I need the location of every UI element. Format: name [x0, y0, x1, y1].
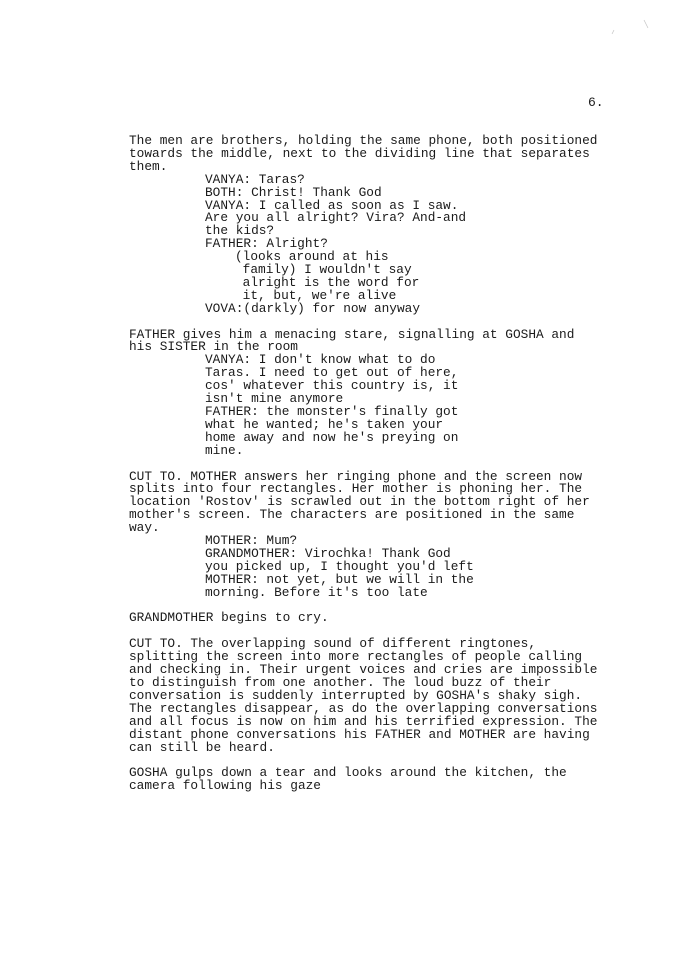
dialogue-line: VANYA: I called as soon as I saw. [205, 197, 459, 213]
action-line: and all focus is now on him and his terrified expression. The [129, 713, 598, 729]
dialogue-line: you picked up, I thought you'd left [205, 558, 474, 574]
action-block [129, 638, 599, 754]
action-block [129, 326, 599, 355]
dialogue-block [205, 354, 599, 457]
action-line: can still be heard. [129, 739, 275, 755]
action-block [129, 468, 599, 536]
action-line: splitting the screen into more rectangles of people calling [129, 649, 583, 665]
action-line: location 'Rostov' is scrawled out in the bottom right of her [129, 494, 590, 510]
dialogue-line: BOTH: Christ! Thank God [205, 184, 382, 200]
dialogue-line: what he wanted; he's taken your [205, 416, 444, 432]
action-line: them. [129, 158, 168, 174]
dialogue-block [205, 300, 599, 316]
dialogue-line: MOTHER: Mum? [205, 533, 298, 549]
dialogue-line: VOVA:(darkly) for now anyway [205, 300, 421, 316]
action-line: CUT TO. MOTHER answers her ringing phone and the screen now [129, 468, 583, 484]
dialogue-block [205, 535, 599, 600]
paren-line: (looks around at his [235, 249, 389, 265]
action-line: CUT TO. The overlapping sound of different ringtones, [129, 636, 537, 652]
dialogue-block [205, 171, 599, 252]
action-line: mother's screen. The characters are positioned in the same [129, 507, 575, 523]
paren-line: alright is the word for [235, 274, 420, 290]
action-line: splits into four rectangles. Her mother is phoning her. The [129, 481, 583, 497]
dialogue-line: mine. [205, 442, 244, 458]
action-line: The men are brothers, holding the same phone, both positioned [129, 133, 598, 148]
dialogue-line: GRANDMOTHER: Virochka! Thank God [205, 545, 451, 561]
paren-line: it, but, we're alive [235, 287, 397, 303]
dialogue-line: VANYA: I don't know what to do [205, 352, 436, 368]
action-line: conversation is suddenly interrupted by GOSHA's shaky sigh. [129, 687, 583, 703]
dialogue-line: Taras. I need to get out of here, [205, 365, 459, 381]
action-line: distant phone conversations his FATHER and MOTHER are having [129, 726, 590, 742]
dialogue-line: Are you all alright? Vira? And-and [205, 210, 467, 226]
dialogue-line: the kids? [205, 223, 275, 239]
action-line: GOSHA gulps down a tear and looks around the kitchen, the [129, 765, 567, 781]
action-block [129, 135, 599, 174]
script-body [129, 135, 599, 793]
paren-block [205, 251, 599, 303]
action-line: his SISTER in the room [129, 339, 298, 355]
action-block [129, 767, 599, 793]
dialogue-line: FATHER: the monster's finally got [205, 404, 459, 420]
dialogue-line: morning. Before it's too late [205, 584, 428, 600]
action-line: The rectangles disappear, as do the overlapping conversations [129, 700, 598, 716]
dialogue-line: VANYA: Taras? [205, 171, 305, 187]
action-block [129, 612, 599, 625]
action-line: to distinguish from one another. The loud buzz of their [129, 675, 552, 690]
dialogue-line: home away and now he's preying on [205, 429, 459, 445]
dialogue-line: FATHER: Alright? [205, 236, 328, 252]
dialogue-line: isn't mine anymore [205, 391, 344, 407]
paren-line: family) I wouldn't say [235, 262, 412, 278]
action-line: GRANDMOTHER begins to cry. [129, 610, 329, 626]
dialogue-line: MOTHER: not yet, but we will in the [205, 571, 474, 587]
dialogue-line: cos' whatever this country is, it [205, 378, 459, 394]
action-line: camera following his gaze [129, 778, 321, 794]
action-line: way. [129, 520, 160, 536]
action-line: towards the middle, next to the dividing line that separates [129, 145, 590, 161]
scan-specks [610, 18, 650, 38]
action-line: FATHER gives him a menacing stare, signalling at GOSHA and [129, 326, 575, 342]
action-line: and checking in. Their urgent voices and cries are impossible [129, 662, 598, 678]
page-number: 6. [588, 95, 604, 110]
